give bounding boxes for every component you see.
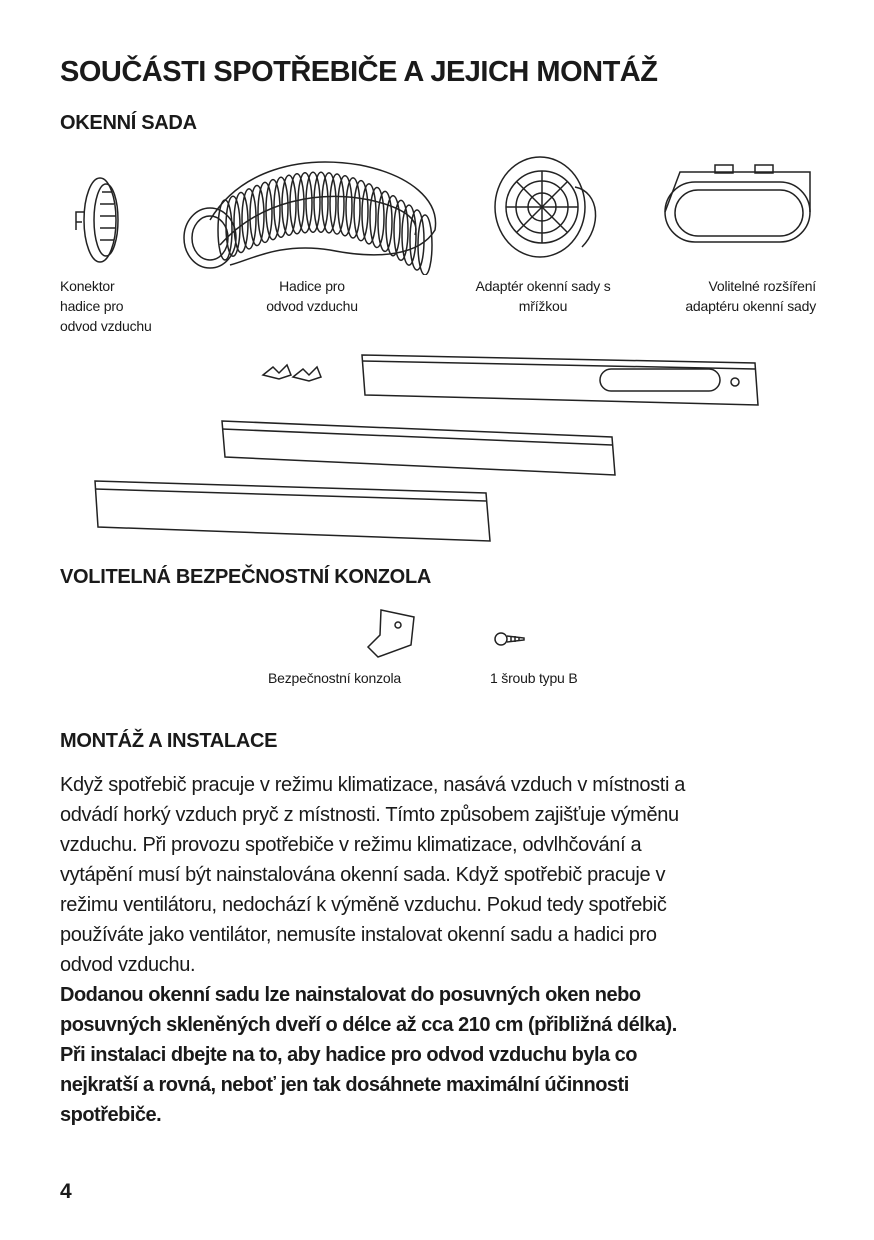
hose-rib: [362, 184, 376, 244]
hose-rib: [298, 173, 312, 233]
hose-rib: [306, 172, 320, 232]
bold-line: posuvných skleněných dveří o délce až cca 210 cm (přibližná délka).: [60, 1014, 677, 1036]
caption-hose-connector: [60, 276, 152, 336]
hose-rib: [322, 173, 336, 233]
caption-line: Adaptér okenní sady s: [475, 278, 611, 294]
caption-adapter-extension: [640, 276, 816, 316]
installation-text: [60, 770, 840, 1130]
caption-line: Volitelné rozšíření: [708, 278, 816, 294]
caption-line: hadice pro: [60, 298, 124, 314]
hose-rib: [226, 196, 240, 256]
hose-rib: [258, 182, 272, 242]
paragraph-line: režimu ventilátoru, nedochází k výměně vzduchu. Pokud tedy spotřebič: [60, 894, 667, 916]
paragraph-line: vzduchu. Při provozu spotřebiče v režimu klimatizace, odvlhčování a: [60, 834, 642, 856]
caption-line: odvod vzduchu: [60, 318, 152, 334]
section-heading-window-kit: OKENNÍ SADA: [60, 112, 197, 134]
caption-line: Konektor: [60, 278, 115, 294]
section-heading-installation: MONTÁŽ A INSTALACE: [60, 730, 278, 752]
caption-line: Hadice pro: [279, 278, 345, 294]
exhaust-hose-illustration: [180, 150, 445, 275]
hose-rib: [290, 174, 304, 234]
paragraph-line: používáte jako ventilátor, nemusíte instalovat okenní sadu a hadici pro: [60, 924, 657, 946]
paragraph-line: odvádí horký vzduch pryč z místnosti. Tímto způsobem zajišťuje výměnu: [60, 804, 679, 826]
hose-rib: [338, 176, 352, 236]
hose-rib: [370, 187, 384, 247]
caption-screw: 1 šroub typu B: [490, 670, 578, 686]
hose-rib: [330, 174, 344, 234]
adapter-extension-illustration: [660, 160, 820, 260]
bold-line: nejkratší a rovná, neboť jen tak dosáhnete maximální účinnosti: [60, 1074, 629, 1096]
bold-line: Dodanou okenní sadu lze nainstalovat do posuvných oken nebo: [60, 984, 641, 1006]
hose-rib: [354, 181, 368, 241]
paragraph-line: vytápění musí být nainstalována okenní sada. Když spotřebič pracuje v: [60, 864, 666, 886]
hose-rib: [282, 175, 296, 235]
page-number: 4: [60, 1180, 72, 1203]
caption-line: adaptéru okenní sady: [685, 298, 816, 314]
caption-safety-bracket: Bezpečnostní konzola: [268, 670, 401, 686]
screw-illustration: [494, 628, 528, 650]
hose-rib: [314, 172, 328, 232]
bold-line: Při instalaci dbejte na to, aby hadice pro odvod vzduchu byla co: [60, 1044, 638, 1066]
hose-rib: [242, 189, 256, 249]
page-title: SOUČÁSTI SPOTŘEBIČE A JEJICH MONTÁŽ: [60, 56, 658, 88]
caption-exhaust-hose: [252, 276, 372, 316]
window-adapter-illustration: [490, 152, 605, 262]
hose-connector-illustration: [62, 172, 132, 272]
safety-bracket-illustration: [366, 605, 421, 663]
window-slider-panels-illustration: [90, 345, 770, 545]
section-heading-bracket: VOLITELNÁ BEZPEČNOSTNÍ KONZOLA: [60, 566, 432, 588]
hose-rib: [346, 178, 360, 238]
caption-line: mřížkou: [518, 298, 568, 314]
caption-line: odvod vzduchu: [266, 298, 358, 314]
paragraph-line: odvod vzduchu.: [60, 954, 196, 976]
caption-window-adapter: [458, 276, 628, 316]
bold-line: spotřebiče.: [60, 1104, 162, 1126]
paragraph-line: Když spotřebič pracuje v režimu klimatizace, nasává vzduch v místnosti a: [60, 774, 686, 796]
